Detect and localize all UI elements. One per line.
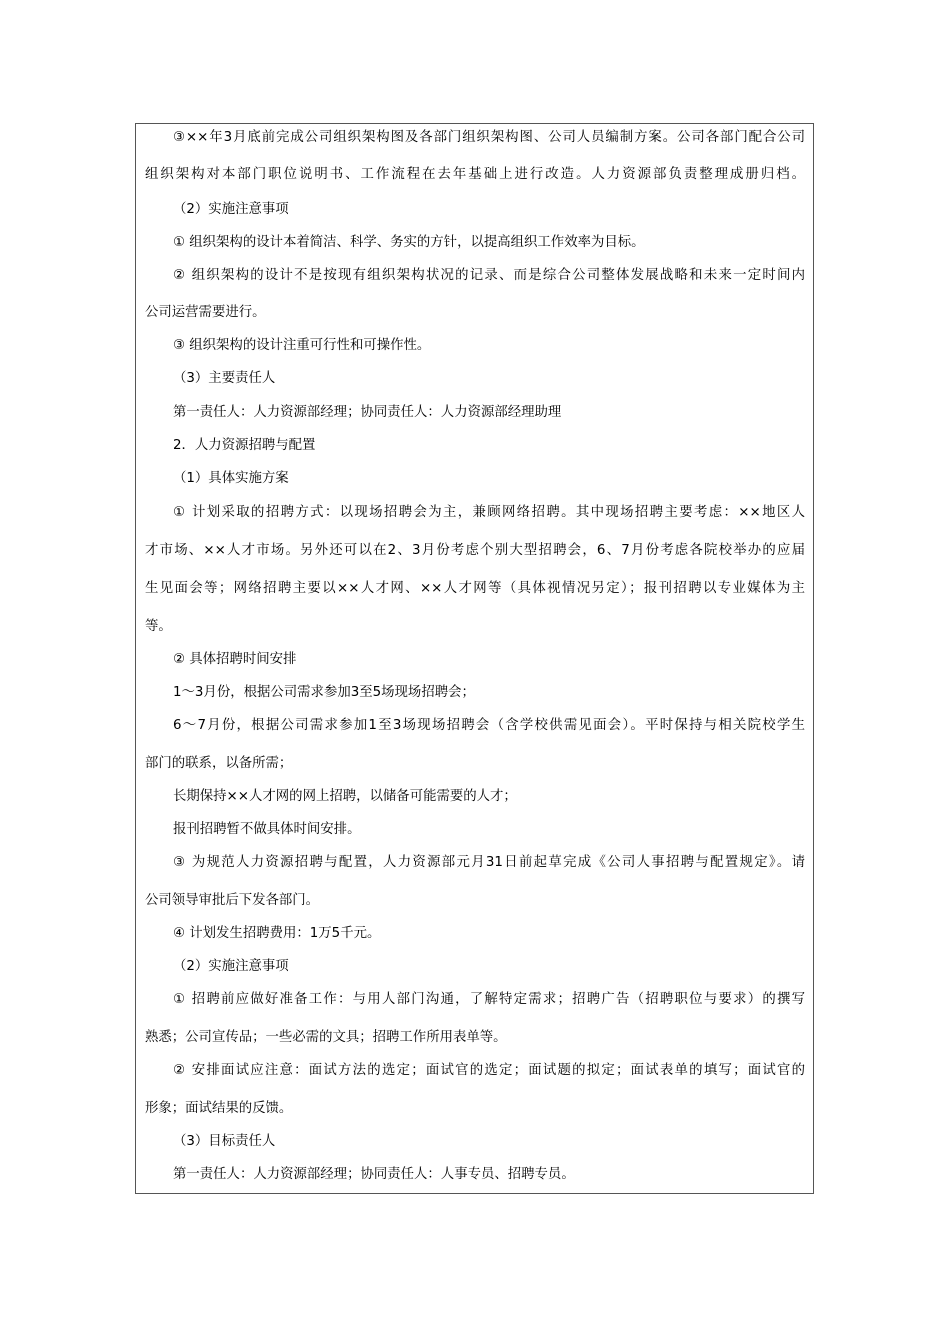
paragraph-line: 组织架构对本部门职位说明书、工作流程在去年基础上进行改造。人力资源部负责整理成册归档。 (145, 167, 805, 182)
section-heading: （1）具体实施方案 (173, 471, 289, 486)
paragraph-line: 部门的联系，以备所需； (145, 756, 293, 771)
paragraph-line: 生见面会等；网络招聘主要以××人才网、××人才网等（具体视情况另定）；报刊招聘以专业媒体为主 (145, 581, 805, 596)
paragraph-line: ② 具体招聘时间安排 (173, 652, 297, 667)
paragraph-line: 等。 (145, 619, 172, 634)
paragraph-line: 1～3月份，根据公司需求参加3至5场现场招聘会； (173, 685, 475, 700)
paragraph-line: ② 安排面试应注意：面试方法的选定；面试官的选定；面试题的拟定；面试表单的填写；面试官的 (173, 1063, 805, 1078)
section-heading: （3）目标责任人 (173, 1134, 276, 1149)
paragraph-line: ① 组织架构的设计本着简洁、科学、务实的方针，以提高组织工作效率为目标。 (173, 235, 645, 250)
paragraph-line: ③××年3月底前完成公司组织架构图及各部门组织架构图、公司人员编制方案。公司各部门配合公司 (173, 130, 805, 145)
paragraph-line: 第一责任人：人力资源部经理；协同责任人：人事专员、招聘专员。 (173, 1167, 575, 1182)
paragraph-line: 熟悉；公司宣传品；一些必需的文具；招聘工作所用表单等。 (145, 1030, 507, 1045)
paragraph-line: ① 计划采取的招聘方式：以现场招聘会为主，兼顾网络招聘。其中现场招聘主要考虑：××地区人 (173, 505, 805, 520)
paragraph-line: ② 组织架构的设计不是按现有组织架构状况的记录、而是综合公司整体发展战略和未来一定时间内 (173, 268, 805, 283)
paragraph-line: 形象；面试结果的反馈。 (145, 1101, 293, 1116)
paragraph-line: 报刊招聘暂不做具体时间安排。 (173, 822, 361, 837)
paragraph-line: ③ 组织架构的设计注重可行性和可操作性。 (173, 338, 431, 353)
paragraph-line: 长期保持××人才网的网上招聘，以储备可能需要的人才； (173, 789, 517, 804)
section-heading: （3）主要责任人 (173, 371, 276, 386)
section-heading: 2．人力资源招聘与配置 (173, 438, 316, 453)
paragraph-line: ③ 为规范人力资源招聘与配置，人力资源部元月31日前起草完成《公司人事招聘与配置规定》。请 (173, 855, 805, 870)
paragraph-line: 公司领导审批后下发各部门。 (145, 893, 320, 908)
paragraph-line: 6～7月份，根据公司需求参加1至3场现场招聘会（含学校供需见面会）。平时保持与相关院校学生 (173, 718, 805, 733)
section-heading: （2）实施注意事项 (173, 202, 289, 217)
paragraph-line: 才市场、××人才市场。另外还可以在2、3月份考虑个别大型招聘会，6、7月份考虑各院校举办的应届 (145, 543, 805, 558)
section-heading: （2）实施注意事项 (173, 959, 289, 974)
paragraph-line: 公司运营需要进行。 (145, 305, 266, 320)
paragraph-line: ④ 计划发生招聘费用：1万5千元。 (173, 926, 381, 941)
paragraph-line: ① 招聘前应做好准备工作：与用人部门沟通，了解特定需求；招聘广告（招聘职位与要求）的撰写 (173, 992, 805, 1007)
paragraph-line: 第一责任人：人力资源部经理；协同责任人：人力资源部经理助理 (173, 405, 562, 420)
